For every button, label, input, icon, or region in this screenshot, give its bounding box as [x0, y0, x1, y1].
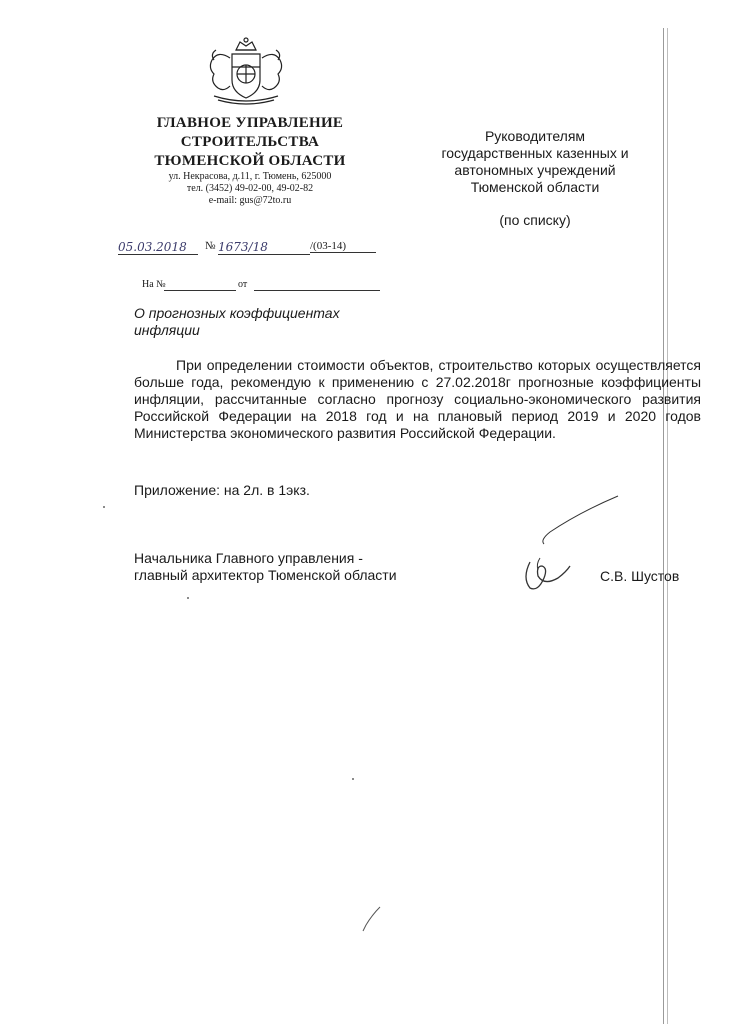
scan-artifact-line: [667, 28, 668, 1024]
registration-line: [118, 238, 378, 262]
org-name-line: СТРОИТЕЛЬСТВА: [180, 134, 320, 150]
coat-of-arms-emblem: [200, 36, 292, 106]
registration-date: 05.03.2018: [118, 240, 198, 255]
addressee-line: государственных казенных и: [441, 145, 629, 161]
org-phone: тел. (3452) 49-02-00, 49-02-82: [186, 183, 314, 194]
signer-position-line: главный архитектор Тюменской области: [134, 567, 397, 583]
org-email: e-mail: gus@72to.ru: [208, 195, 292, 206]
reference-date-blank: [254, 290, 380, 291]
pen-mark: [360, 905, 382, 933]
reference-number-label: На №: [142, 279, 166, 290]
registration-number: 1673/18: [218, 240, 310, 255]
scan-speck: [187, 597, 189, 599]
scan-speck: [103, 506, 105, 508]
addressee-note: (по списку): [499, 212, 571, 228]
reference-number-blank: [164, 290, 236, 291]
signer-position-line: Начальника Главного управления -: [134, 550, 363, 566]
reference-from-label: от: [238, 279, 248, 290]
org-address: ул. Некрасова, д.11, г. Тюмень, 625000: [168, 171, 332, 182]
registration-number-label: №: [205, 240, 216, 252]
reference-line: [142, 279, 382, 297]
letter-body: При определении стоимости объектов, строительство которых осуществляется больше года, рекомендую к применению с 27.02.2018г прогнозные коэффициенты инфляции, рассчитанные согласно прогнозу социально-экономического развития Российской Федерации на 2018 год и на плановый период 2019 и 2020 годов Министерства экономического развития Российской Федерации.: [134, 357, 701, 441]
scan-speck: [352, 778, 354, 780]
addressee-line: автономных учреждений: [454, 162, 616, 178]
addressee-block: [420, 128, 650, 196]
scan-artifact-line: [663, 28, 664, 1024]
attachment-note: Приложение: на 2л. в 1экз.: [134, 482, 310, 498]
registration-suffix: /(03-14): [310, 240, 376, 253]
addressee-line: Тюменской области: [470, 179, 600, 195]
org-name-line: ГЛАВНОЕ УПРАВЛЕНИЕ: [156, 115, 344, 131]
subject-line: инфляции: [134, 322, 200, 338]
org-name-line: ТЮМЕНСКОЙ ОБЛАСТИ: [154, 153, 346, 169]
letter-subject: [134, 305, 374, 339]
signer-name: С.В. Шустов: [600, 568, 680, 584]
subject-line: О прогнозных коэффициентах: [134, 305, 340, 321]
signer-position: [134, 550, 434, 584]
addressee-line: Руководителям: [484, 128, 586, 144]
organization-contacts: [150, 171, 350, 207]
handwritten-signature: [500, 492, 620, 602]
organization-name: [120, 114, 380, 171]
